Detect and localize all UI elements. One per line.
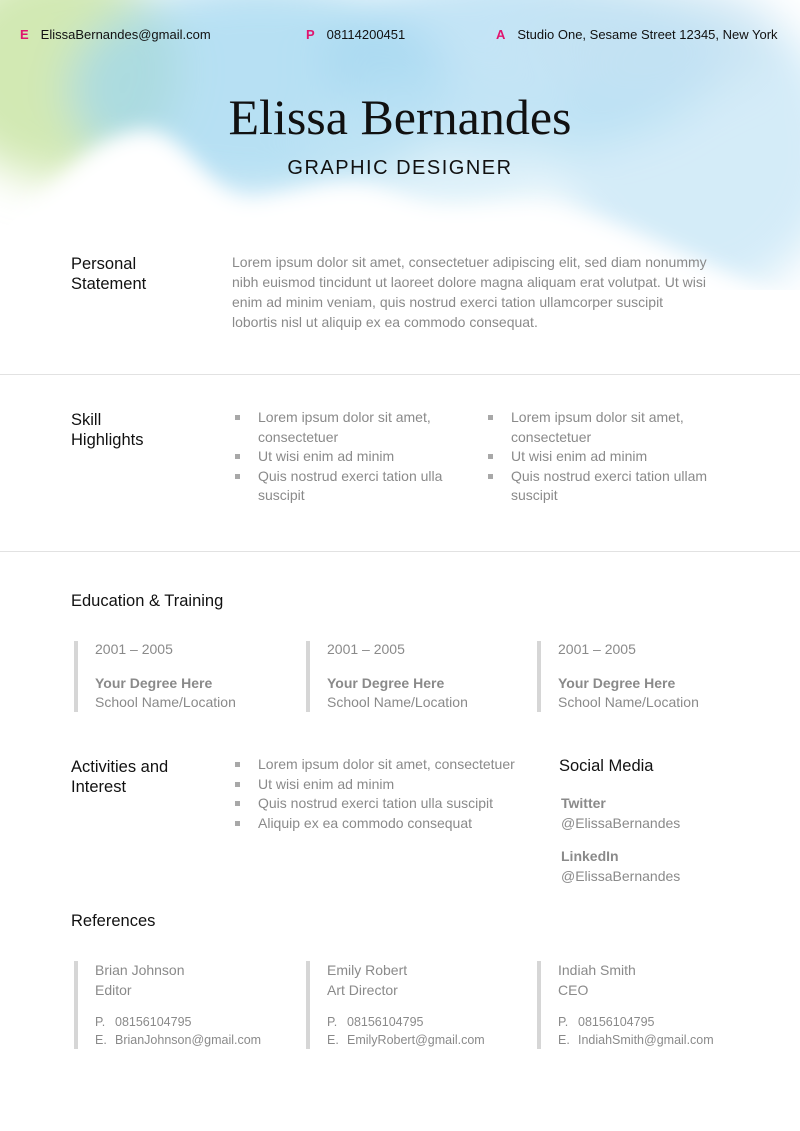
resume-name: Elissa Bernandes — [228, 89, 572, 145]
reference-phone: P. 08156104795 — [95, 1015, 192, 1029]
education-school: School Name/Location — [558, 694, 699, 710]
email-key: E — [20, 27, 29, 42]
education-degree: Your Degree Here — [327, 675, 445, 691]
education-years: 2001 – 2005 — [95, 641, 173, 657]
social-media-heading: Social Media — [559, 757, 654, 775]
references-heading: References — [71, 912, 156, 930]
education-degree: Your Degree Here — [95, 675, 213, 691]
list-item: Ut wisi enim ad minim — [486, 447, 726, 467]
contact-address — [496, 27, 778, 42]
list-item: Quis nostrud exerci tation ulla suscipit — [233, 467, 463, 506]
education-entry — [74, 641, 236, 712]
contact-phone — [306, 27, 405, 42]
skill-highlights-label: Skill Highlights — [71, 411, 144, 449]
education-years: 2001 – 2005 — [327, 641, 405, 657]
social-platform: LinkedIn — [561, 848, 619, 864]
list-item: Ut wisi enim ad minim — [233, 775, 523, 795]
reference-entry — [306, 961, 485, 1049]
reference-phone: P. 08156104795 — [558, 1015, 655, 1029]
activities-list — [233, 755, 523, 833]
contact-email — [20, 27, 211, 42]
education-degree: Your Degree Here — [558, 675, 676, 691]
phone-key: P — [306, 27, 315, 42]
address-value: Studio One, Sesame Street 12345, New York — [517, 27, 778, 42]
reference-name: Emily Robert — [327, 962, 408, 978]
divider — [0, 551, 800, 552]
list-item: Quis nostrud exerci tation ulla suscipit — [233, 794, 523, 814]
social-handle[interactable]: @ElissaBernandes — [561, 867, 681, 884]
reference-name: Brian Johnson — [95, 962, 185, 978]
divider — [0, 374, 800, 375]
personal-statement-text: Lorem ipsum dolor sit amet, consectetuer adipiscing elit, sed diam nonummy nibh euismod tincidunt ut laoreet dolore magna aliquam erat volutpat. Ut wisi enim ad minim veniam, quis nostrud exerci tation ullamcorper suscipit lobortis nisl ut aliquip ex ea commodo consequat. — [232, 254, 707, 330]
skills-list-1 — [233, 408, 463, 506]
phone-value: 08114200451 — [326, 27, 406, 42]
education-entry — [306, 641, 468, 712]
education-heading: Education & Training — [71, 592, 224, 610]
education-entry — [537, 641, 699, 712]
reference-role: CEO — [558, 981, 589, 998]
reference-name: Indiah Smith — [558, 962, 636, 978]
list-item: Lorem ipsum dolor sit amet, consectetuer — [233, 408, 463, 447]
list-item: Ut wisi enim ad minim — [233, 447, 463, 467]
education-years: 2001 – 2005 — [558, 641, 636, 657]
resume-title: GRAPHIC DESIGNER — [287, 157, 513, 179]
social-twitter — [561, 794, 680, 833]
personal-statement-label: Personal Statement — [71, 255, 147, 293]
reference-entry — [537, 961, 714, 1049]
reference-email[interactable]: E. BrianJohnson@gmail.com — [95, 1033, 262, 1047]
social-linkedin — [561, 847, 680, 886]
reference-role: Art Director — [327, 981, 398, 998]
email-value[interactable]: ElissaBernandes@gmail.com — [40, 27, 211, 42]
reference-phone: P. 08156104795 — [327, 1015, 424, 1029]
list-item: Lorem ipsum dolor sit amet, consectetuer — [233, 755, 523, 775]
list-item: Aliquip ex ea commodo consequat — [233, 814, 523, 834]
education-school: School Name/Location — [95, 694, 236, 710]
reference-role: Editor — [95, 981, 132, 998]
list-item: Lorem ipsum dolor sit amet, consectetuer — [486, 408, 726, 447]
reference-entry — [74, 961, 261, 1049]
list-item: Quis nostrud exerci tation ullam suscipit — [486, 467, 726, 506]
social-handle[interactable]: @ElissaBernandes — [561, 814, 681, 831]
activities-label: Activities and Interest — [71, 758, 169, 796]
skills-list-2 — [486, 408, 726, 506]
address-key: A — [496, 27, 506, 42]
social-platform: Twitter — [561, 795, 606, 811]
reference-email[interactable]: E. IndiahSmith@gmail.com — [558, 1033, 714, 1047]
reference-email[interactable]: E. EmilyRobert@gmail.com — [327, 1033, 485, 1047]
education-school: School Name/Location — [327, 694, 468, 710]
